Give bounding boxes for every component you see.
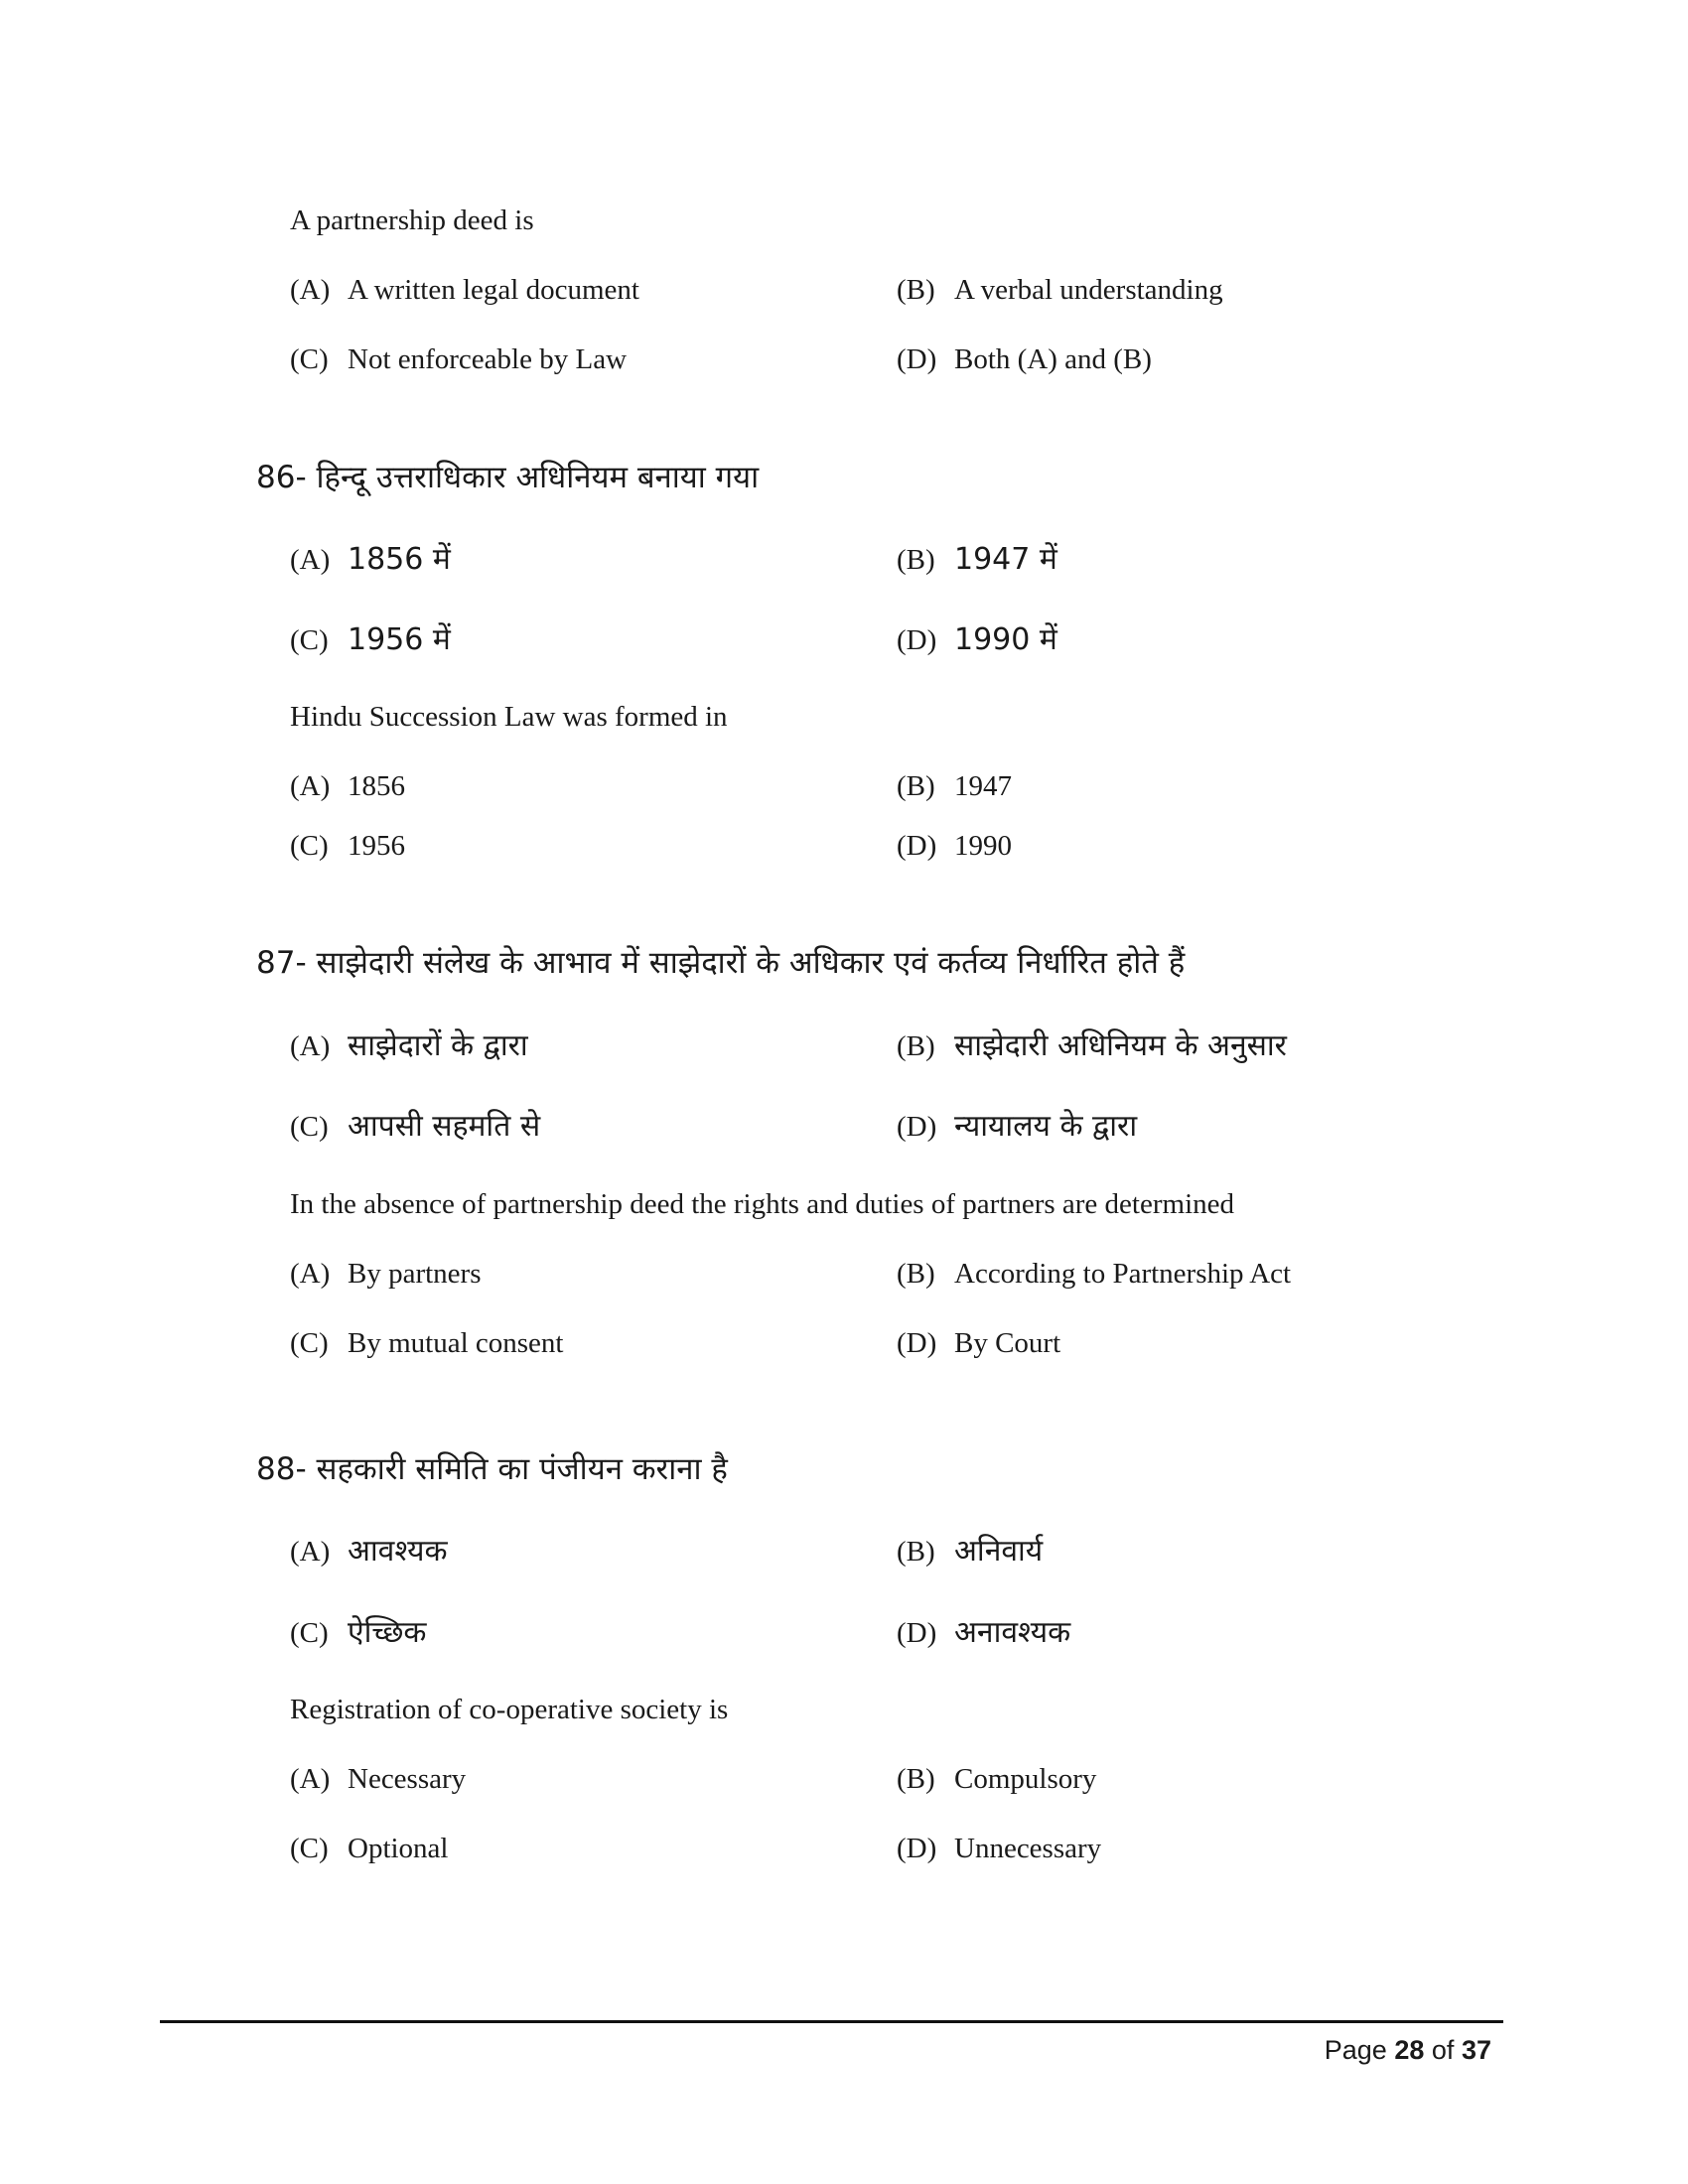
q86-hi-option-b: (B) 1947 में — [897, 542, 1057, 577]
question-86-stem-hi: 86- हिन्दू उत्तराधिकार अधिनियम बनाया गया — [256, 460, 760, 495]
q87-en-option-a: (A) By partners — [290, 1258, 482, 1290]
q88-en-option-c: (C) Optional — [290, 1833, 449, 1864]
footer-divider — [160, 2020, 1503, 2023]
question-88-stem-hi: 88- सहकारी समिति का पंजीयन कराना है — [256, 1451, 728, 1487]
question-87-stem-en: In the absence of partnership deed the rights and duties of partners are determined — [290, 1188, 1234, 1220]
q88-hi-option-c: (C) ऐच्छिक — [290, 1615, 427, 1650]
q88-hi-option-b: (B) अनिवार्य — [897, 1534, 1044, 1569]
q86-en-option-d: (D) 1990 — [897, 830, 1012, 862]
q88-en-option-d: (D) Unnecessary — [897, 1833, 1102, 1864]
q86-hi-option-c: (C) 1956 में — [290, 622, 451, 657]
q87-en-option-d: (D) By Court — [897, 1327, 1061, 1359]
q87-en-option-c: (C) By mutual consent — [290, 1327, 564, 1359]
q86-en-option-c: (C) 1956 — [290, 830, 405, 862]
q85-option-a: (A) A written legal document — [290, 274, 639, 306]
q86-hi-option-d: (D) 1990 में — [897, 622, 1057, 657]
question-86-stem-en: Hindu Succession Law was formed in — [290, 701, 728, 733]
q86-en-option-a: (A) 1856 — [290, 770, 405, 802]
q88-en-option-a: (A) Necessary — [290, 1763, 467, 1795]
question-88-stem-en: Registration of co-operative society is — [290, 1694, 729, 1725]
q87-hi-option-c: (C) आपसी सहमति से — [290, 1109, 541, 1144]
q86-hi-option-a: (A) 1856 में — [290, 542, 451, 577]
q87-hi-option-a: (A) साझेदारों के द्वारा — [290, 1028, 528, 1063]
q85-option-c: (C) Not enforceable by Law — [290, 343, 628, 375]
q88-hi-option-a: (A) आवश्यक — [290, 1534, 448, 1569]
q86-en-option-b: (B) 1947 — [897, 770, 1012, 802]
q88-en-option-b: (B) Compulsory — [897, 1763, 1097, 1795]
q87-hi-option-d: (D) न्यायालय के द्वारा — [897, 1109, 1138, 1144]
q88-hi-option-d: (D) अनावश्यक — [897, 1615, 1071, 1650]
q87-hi-option-b: (B) साझेदारी अधिनियम के अनुसार — [897, 1028, 1287, 1063]
question-87-stem-hi: 87- साझेदारी संलेख के आभाव में साझेदारों के अधिकार एवं कर्तव्य निर्धारित होते हैं — [256, 945, 1186, 981]
question-85-stem-en: A partnership deed is — [290, 205, 534, 236]
q85-option-b: (B) A verbal understanding — [897, 274, 1223, 306]
q87-en-option-b: (B) According to Partnership Act — [897, 1258, 1292, 1290]
page-number: Page 28 of 37 — [1324, 2035, 1491, 2065]
q85-option-d: (D) Both (A) and (B) — [897, 343, 1152, 375]
